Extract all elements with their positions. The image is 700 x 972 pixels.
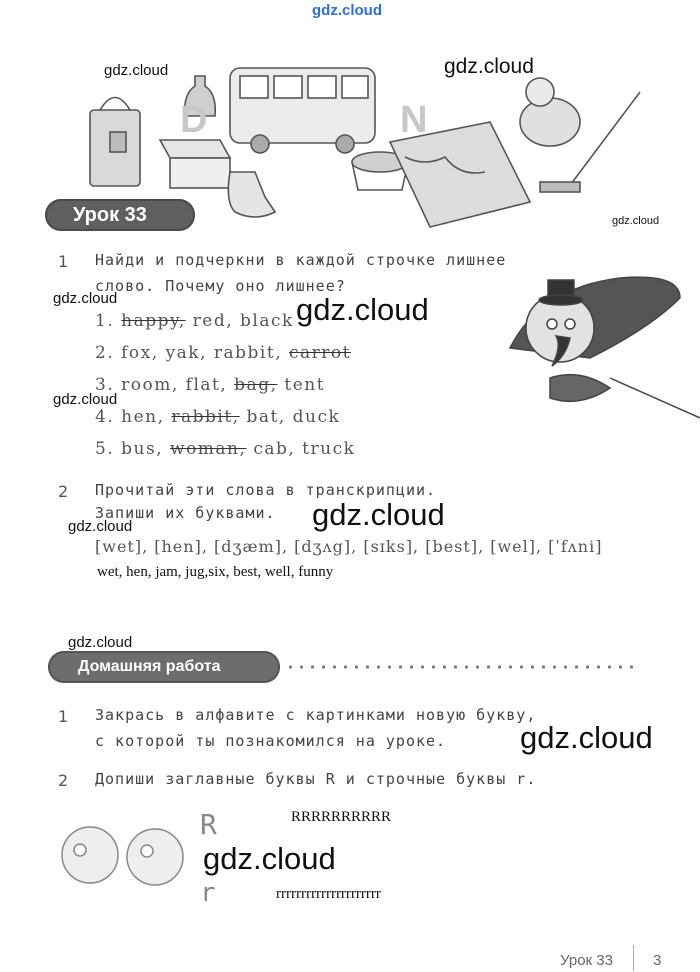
struck-word: woman,: [170, 439, 247, 459]
list-item: 5. bus, woman, cab, truck: [95, 439, 356, 459]
answer-line: wet, hen, jam, jug,six, best, well, funny: [97, 564, 334, 580]
list-item: 1. happy, red, black: [95, 311, 294, 331]
transcription-line: [wet], [hen], [dʒæm], [dʒʌg], [sɪks], [best], [wel], [ˈfʌni]: [95, 537, 603, 556]
struck-word: happy,: [121, 311, 186, 331]
task-prompt: с которой ты познакомился на уроке.: [95, 732, 447, 750]
small-letters-written: rrrrrrrrrrrrrrrrrrrrr: [276, 886, 381, 902]
task-prompt: Найди и подчеркни в каждой строчке лишнее: [95, 251, 507, 269]
watermark: gdz.cloud: [68, 634, 133, 651]
watermark-top: gdz.cloud: [312, 2, 382, 19]
task-prompt: Запиши их буквами.: [95, 504, 276, 522]
small-letter-sample: r: [200, 878, 216, 908]
task-prompt: Допиши заглавные буквы R и строчные буквы r.: [95, 770, 537, 788]
task-number: 2: [58, 771, 69, 790]
footer-separator: [633, 945, 634, 971]
task-number: 2: [58, 482, 69, 501]
task-number: 1: [58, 707, 69, 726]
rabbit-illustration: [55, 815, 195, 895]
svg-text:D: D: [180, 99, 208, 141]
watermark: gdz.cloud: [612, 215, 660, 227]
capital-letter-sample: R: [200, 808, 217, 841]
watermark: gdz.cloud: [104, 62, 169, 79]
capital-letters-written: RRRRRRRRRR: [291, 809, 392, 825]
struck-word: carrot: [289, 343, 351, 363]
task-prompt: Прочитай эти слова в транскрипции.: [95, 481, 437, 499]
watermark: gdz.cloud: [203, 841, 336, 876]
list-item: 4. hen, rabbit, bat, duck: [95, 407, 341, 427]
task-prompt: слово. Почему оно лишнее?: [95, 277, 346, 295]
task-prompt: Закрась в алфавите с картинками новую букву,: [95, 706, 537, 724]
list-item: 2. fox, yak, rabbit, carrot: [95, 343, 351, 363]
footer-lesson-label: Урок 33: [560, 952, 613, 969]
homework-title: Домашняя работа: [48, 651, 280, 683]
svg-text:N: N: [400, 99, 428, 141]
watermark: gdz.cloud: [520, 720, 653, 755]
watermark: gdz.cloud: [296, 292, 429, 327]
list-item: 3. room, flat, bag, tent: [95, 375, 326, 395]
watermark: gdz.cloud: [444, 55, 534, 78]
bird-illustration: [490, 238, 700, 438]
dotted-divider: [285, 664, 635, 670]
watermark: gdz.cloud: [312, 497, 445, 532]
struck-word: rabbit,: [171, 407, 240, 427]
struck-word: bag,: [234, 375, 278, 395]
watermark: gdz.cloud: [53, 391, 118, 408]
lesson-title: Урок 33: [45, 199, 195, 231]
page-number: 3: [653, 952, 662, 969]
watermark: gdz.cloud: [53, 290, 118, 307]
task-number: 1: [58, 252, 69, 271]
watermark: gdz.cloud: [68, 518, 133, 535]
